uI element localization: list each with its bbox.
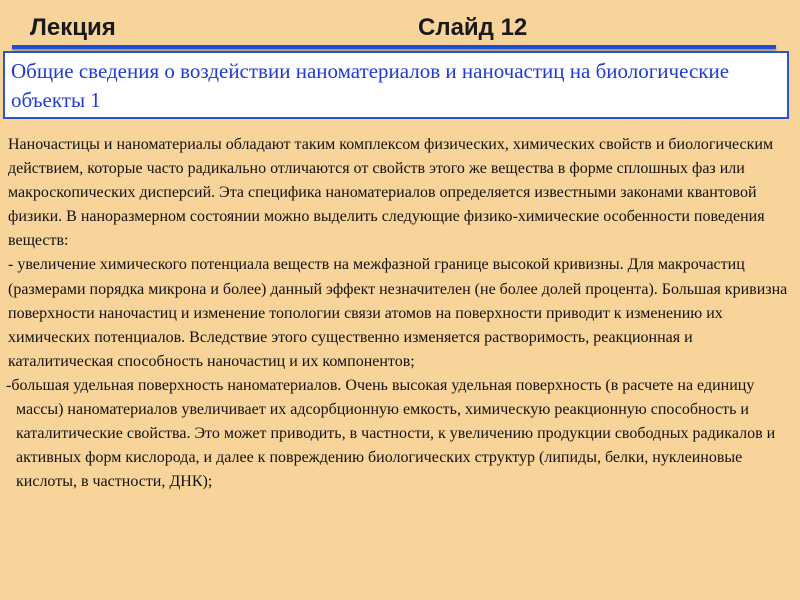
list-item-specific-surface: -большая удельная поверхность наноматериалов. Очень высокая удельная поверхность (в расчете на единицу массы) наноматериалов увеличивает их адсорбционную емкость, химическую реакционную способность и каталитические свойства. Это может приводить, в частности, к увеличению продукции свободных радикалов и активных форм кислорода, и далее к повреждению биологических структур (липиды, белки, нуклеиновые кислоты, в частности, ДНК); [6, 376, 776, 491]
header-divider [12, 45, 776, 49]
lecture-label: Лекция [30, 14, 116, 41]
slide-body [6, 133, 790, 494]
slide-number: Слайд 12 [418, 14, 528, 41]
list-item-chemical-potential: - увеличение химического потенциала веществ на межфазной границе высокой кривизны. Для макрочастиц (размерами порядка микрона и более) данный эффект незначителен (не более долей процента). Большая кривизна поверхности наночастиц и изменение топологии связи атомов на поверхности приводит к изменению их химических потенциалов. Вследствие этого существенно изменяется растворимость, реакционная и каталитическая способность наночастиц и их компонентов; [8, 256, 788, 370]
slide-title: Общие сведения о воздействии наноматериалов и наночастиц на биологические объекты 1 [11, 59, 730, 112]
slide-title-box [3, 51, 789, 119]
intro-paragraph: Наночастицы и наноматериалы обладают таким комплексом физических, химических свойств и биологическим действием, которые часто радикально отличаются от свойств этого же вещества в форме сплошных фаз или макроскопических дисперсий. Эта специфика наноматериалов определяется известными законами квантовой физики. В наноразмерном состоянии можно выделить следующие физико-химические особенности поведения веществ: [8, 136, 774, 250]
